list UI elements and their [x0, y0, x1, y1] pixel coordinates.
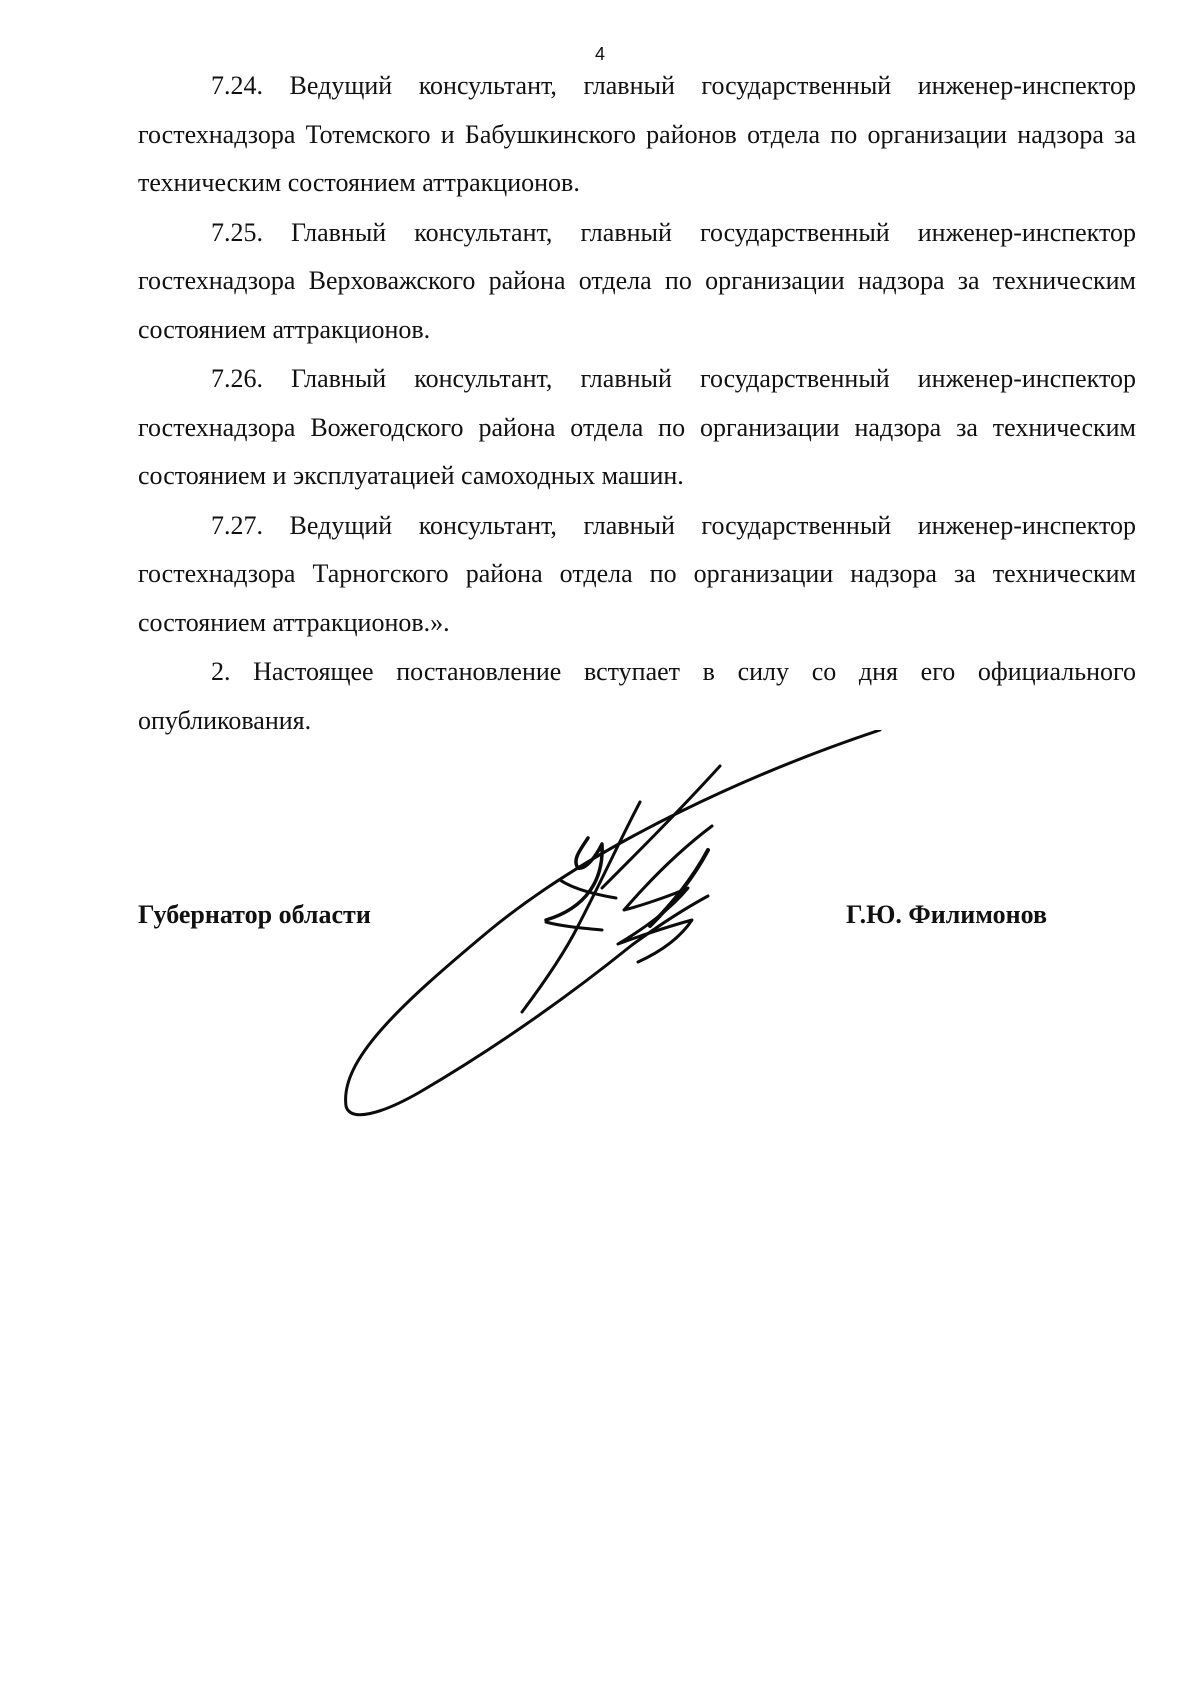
- page-number: 4: [594, 44, 605, 64]
- signatory-name: Г.Ю. Филимонов: [846, 900, 1048, 929]
- paragraph-7-26: 7.26. Главный консультант, главный государственный инженер-инспектор гостехнадзора Вожегодского района отдела по организации надзора за техническим состоянием и эксплуатацией самоходных машин.: [138, 364, 1136, 490]
- document-body: [138, 62, 1136, 746]
- paragraph-7-24: 7.24. Ведущий консультант, главный государственный инженер-инспектор гостехнадзора Тотемского и Бабушкинского районов отдела по организации надзора за техническим состоянием аттракционов.: [138, 71, 1136, 197]
- paragraph-7-25: 7.25. Главный консультант, главный государственный инженер-инспектор гостехнадзора Верховажского района отдела по организации надзора за техническим состоянием аттракционов.: [138, 217, 1136, 344]
- paragraph-7-27: 7.27. Ведущий консультант, главный государственный инженер-инспектор гостехнадзора Тарногского района отдела по организации надзора за техническим состоянием аттракционов.».: [138, 510, 1136, 637]
- paragraph-effective-date: 2. Настоящее постановление вступает в силу со дня его официального опубликования.: [138, 657, 1136, 735]
- signature-block: [138, 900, 1136, 940]
- signatory-title: Губернатор области: [138, 900, 371, 929]
